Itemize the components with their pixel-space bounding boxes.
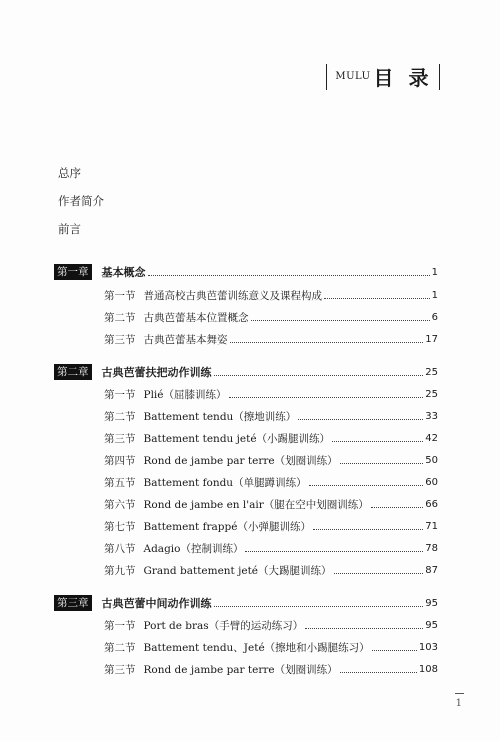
dot-leader xyxy=(340,463,424,464)
dot-leader xyxy=(340,672,417,673)
footer-rule xyxy=(455,693,464,694)
header-rule-right xyxy=(439,64,441,90)
section-entry[interactable] xyxy=(104,408,438,424)
section-number: 第二节 xyxy=(104,410,136,423)
dot-leader xyxy=(214,606,424,607)
section-entry[interactable] xyxy=(104,496,438,512)
chapter-number-badge: 第三章 xyxy=(54,595,92,611)
section-number: 第五节 xyxy=(104,476,136,489)
section-title: Rond de jambe par terre（划圈训练） xyxy=(143,454,338,467)
section-title: 普通高校古典芭蕾训练意义及课程构成 xyxy=(143,289,322,302)
toc-header xyxy=(326,62,440,91)
chapter-number-badge: 第一章 xyxy=(54,264,92,280)
section-title: Rond de jambe en l'air（腿在空中划圈训练） xyxy=(143,498,369,511)
section-number: 第三节 xyxy=(104,663,136,676)
page-number: 25 xyxy=(425,388,438,400)
section-number: 第二节 xyxy=(104,311,136,324)
chapter-title: 古典芭蕾中间动作训练 xyxy=(101,597,212,610)
section-entry[interactable] xyxy=(104,287,438,303)
page-number: 95 xyxy=(425,619,438,631)
section-title: Battement fondu（单腿蹲训练） xyxy=(143,476,307,489)
dot-leader xyxy=(245,551,423,552)
dot-leader xyxy=(298,419,423,420)
section-title: Rond de jambe par terre（划圈训练） xyxy=(143,663,338,676)
dot-leader xyxy=(372,650,417,651)
preface-item[interactable]: 总序 xyxy=(58,166,81,180)
section-number: 第三节 xyxy=(104,432,136,445)
page-title: 目 录 xyxy=(373,66,433,90)
footer-page-number: 1 xyxy=(455,698,462,709)
dot-leader xyxy=(251,320,430,321)
chapter-entry[interactable] xyxy=(54,264,438,280)
page-number: 71 xyxy=(425,520,438,532)
page-number: 50 xyxy=(425,454,438,466)
page-number: 103 xyxy=(418,641,438,653)
section-title: Battement tendu jeté（小踢腿训练） xyxy=(143,432,331,445)
page-number: 17 xyxy=(425,333,438,345)
page-number: 25 xyxy=(425,366,438,378)
page-number: 60 xyxy=(425,476,438,488)
page-number: 33 xyxy=(425,410,438,422)
dot-leader xyxy=(148,275,430,276)
page-number: 1 xyxy=(431,289,438,301)
section-entry[interactable] xyxy=(104,562,438,578)
dot-leader xyxy=(334,573,424,574)
preface-item[interactable]: 前言 xyxy=(58,222,81,236)
chapter-entry[interactable] xyxy=(54,595,438,611)
section-number: 第一节 xyxy=(104,619,136,632)
section-entry[interactable] xyxy=(104,331,438,347)
section-title: Battement tendu、Jeté（擦地和小踢腿练习） xyxy=(143,641,370,654)
dot-leader xyxy=(229,397,424,398)
section-entry[interactable] xyxy=(104,452,438,468)
section-title: Grand battement jeté（大踢腿训练） xyxy=(143,564,332,577)
section-number: 第九节 xyxy=(104,564,136,577)
page-number: 1 xyxy=(431,266,438,278)
dot-leader xyxy=(324,298,430,299)
page-number: 42 xyxy=(425,432,438,444)
dot-leader xyxy=(313,529,423,530)
section-entry[interactable] xyxy=(104,474,438,490)
dot-leader xyxy=(230,342,424,343)
section-entry[interactable] xyxy=(104,518,438,534)
section-number: 第一节 xyxy=(104,289,136,302)
section-number: 第四节 xyxy=(104,454,136,467)
page-number: 66 xyxy=(425,498,438,510)
section-entry[interactable] xyxy=(104,309,438,325)
section-entry[interactable] xyxy=(104,639,438,655)
dot-leader xyxy=(371,507,424,508)
dot-leader xyxy=(214,375,424,376)
page-number: 6 xyxy=(431,311,438,323)
page-number: 95 xyxy=(425,597,438,609)
section-number: 第八节 xyxy=(104,542,136,555)
section-title: Battement tendu（擦地训练） xyxy=(143,410,297,423)
section-entry[interactable] xyxy=(104,386,438,402)
chapter-title: 古典芭蕾扶把动作训练 xyxy=(101,366,212,379)
section-title: Plié（屈膝训练） xyxy=(143,388,227,401)
section-number: 第七节 xyxy=(104,520,136,533)
section-entry[interactable] xyxy=(104,430,438,446)
preface-item[interactable]: 作者简介 xyxy=(58,194,104,208)
section-title: 古典芭蕾基本舞姿 xyxy=(143,333,228,346)
dot-leader xyxy=(305,628,423,629)
section-number: 第三节 xyxy=(104,333,136,346)
chapter-entry[interactable] xyxy=(54,364,438,380)
chapter-number-badge: 第二章 xyxy=(54,364,92,380)
dot-leader xyxy=(309,485,424,486)
section-title: Port de bras（手臂的运动练习） xyxy=(143,619,304,632)
section-entry[interactable] xyxy=(104,540,438,556)
page-number: 78 xyxy=(425,542,438,554)
header-rule-left xyxy=(326,64,328,90)
section-number: 第六节 xyxy=(104,498,136,511)
section-entry[interactable] xyxy=(104,661,438,677)
section-number: 第二节 xyxy=(104,641,136,654)
section-title: Battement frappé（小弹腿训练） xyxy=(143,520,311,533)
mulu-label: MULU xyxy=(335,71,371,82)
page-number: 87 xyxy=(425,564,438,576)
section-number: 第一节 xyxy=(104,388,136,401)
page-number: 108 xyxy=(418,663,438,675)
section-title: 古典芭蕾基本位置概念 xyxy=(143,311,249,324)
section-title: Adagio（控制训练） xyxy=(143,542,244,555)
chapter-title: 基本概念 xyxy=(101,266,146,279)
dot-leader xyxy=(332,441,423,442)
section-entry[interactable] xyxy=(104,617,438,633)
